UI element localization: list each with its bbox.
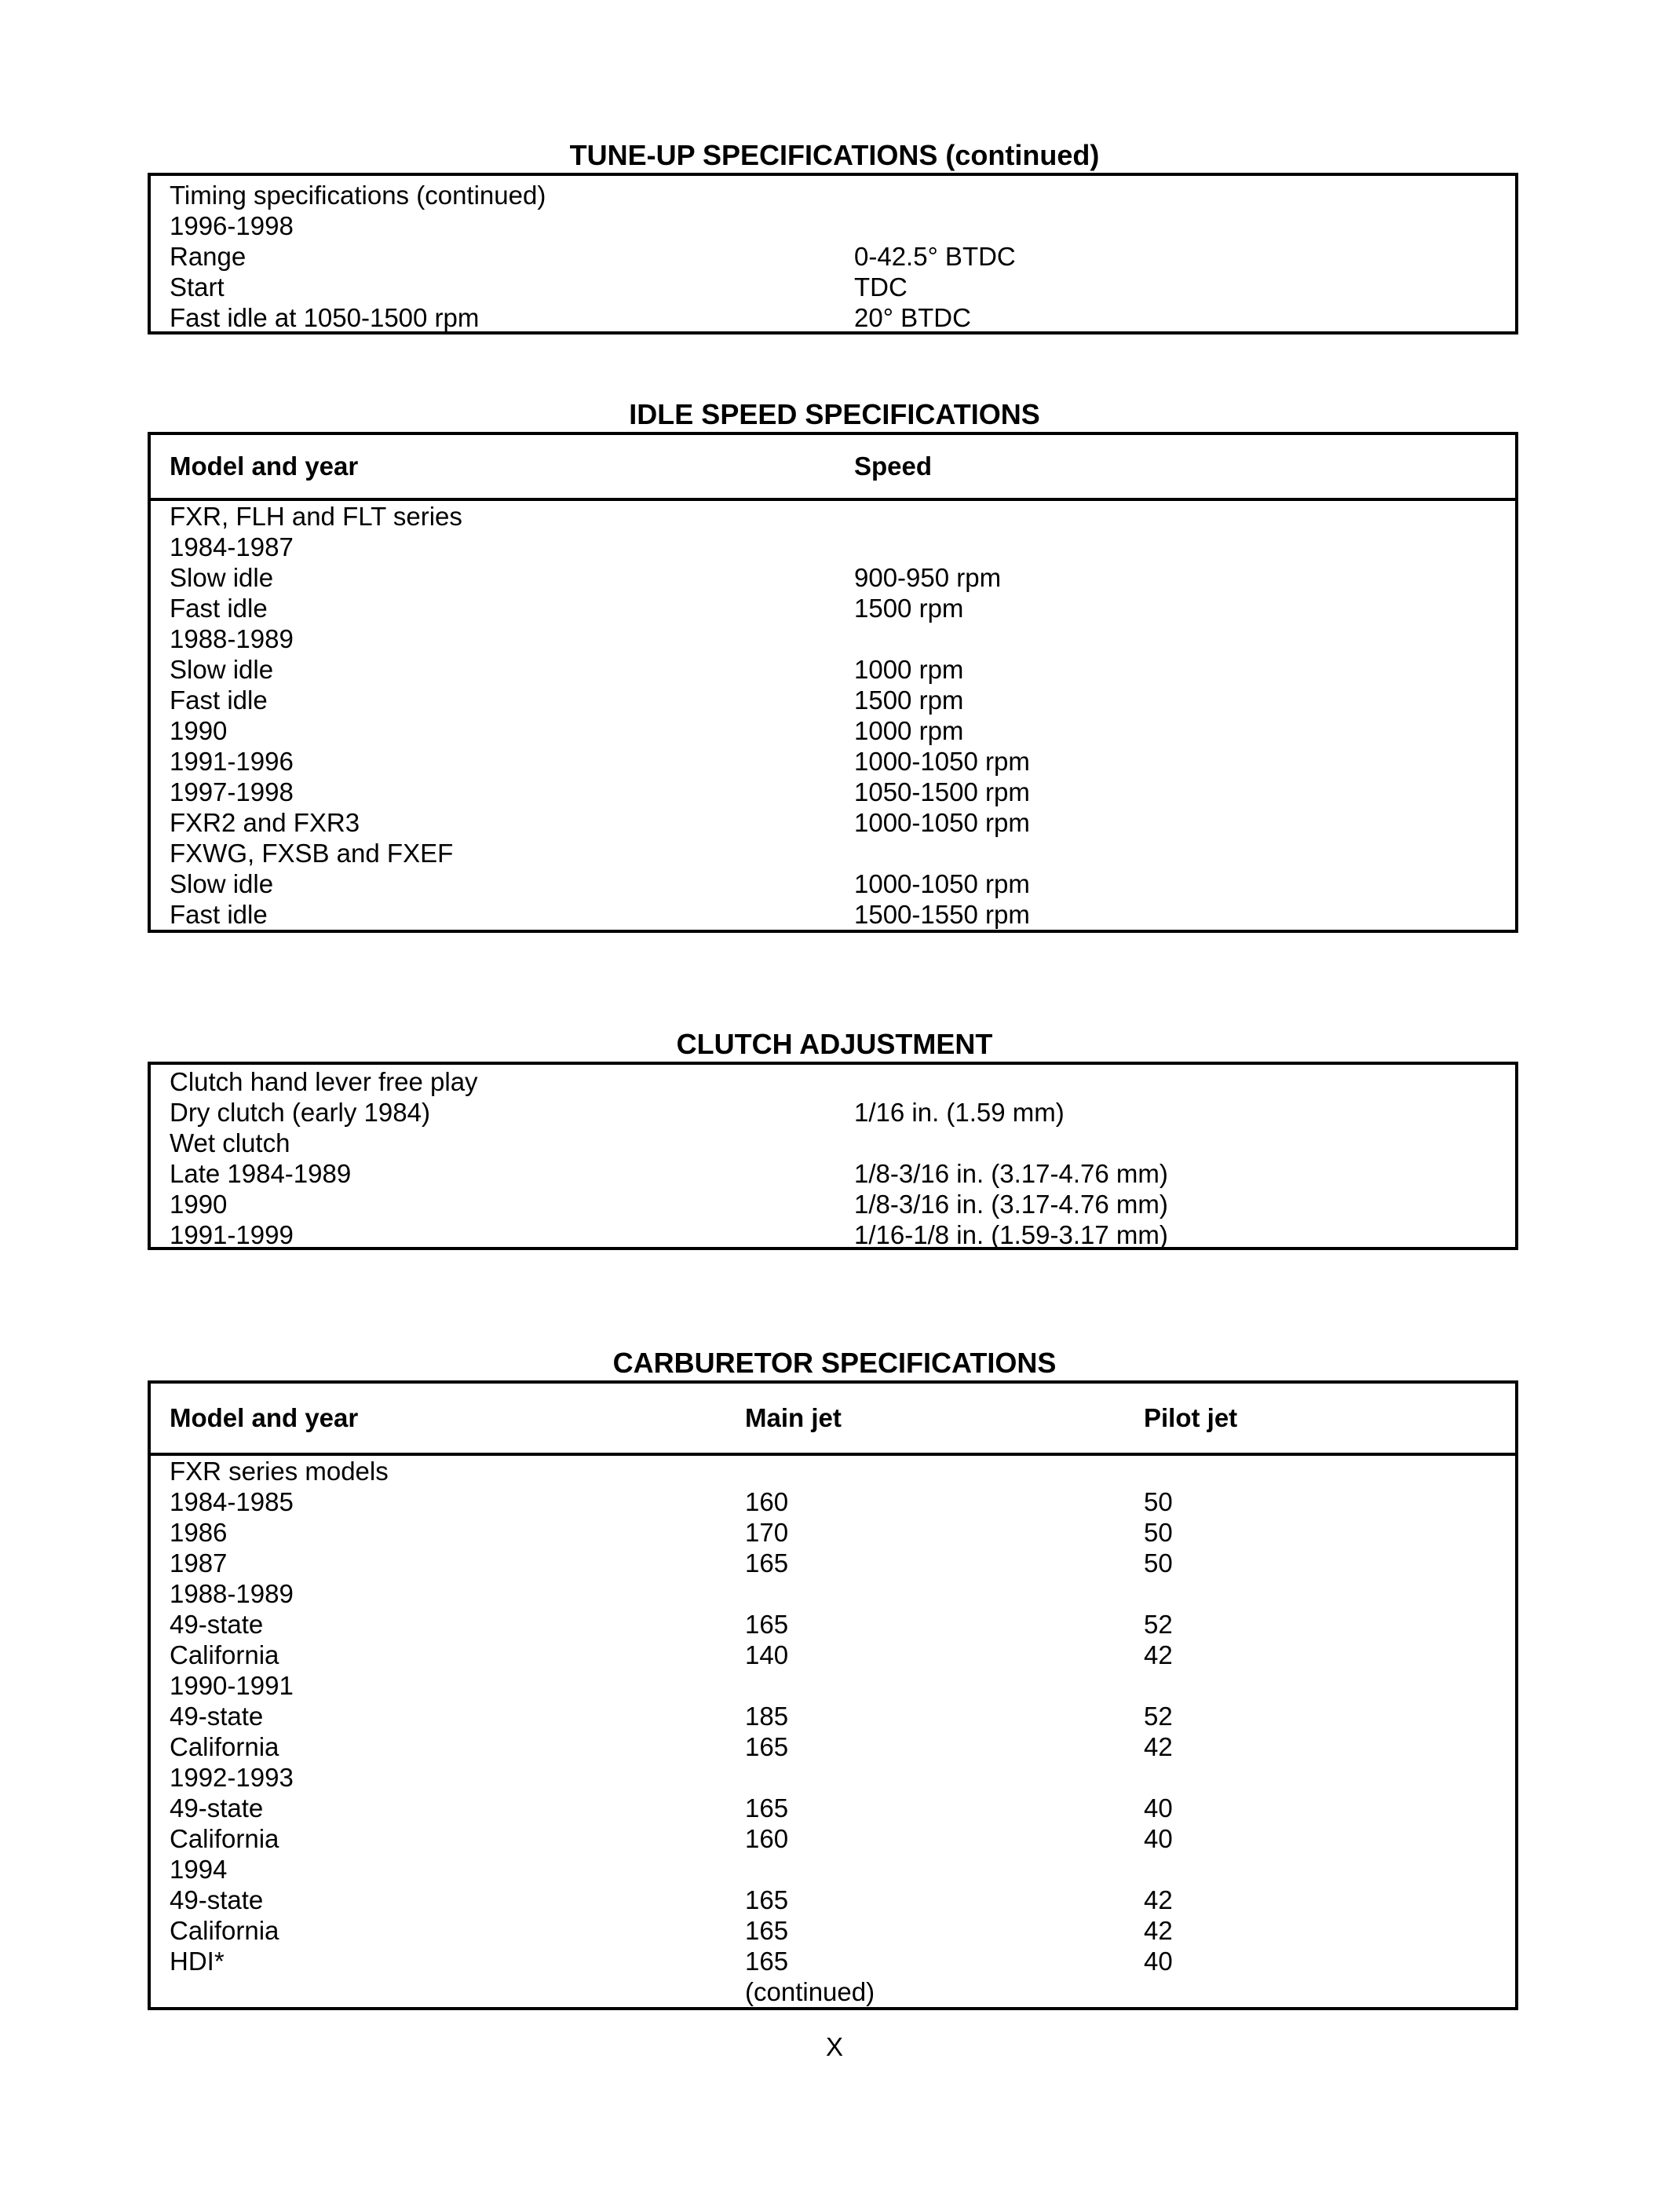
carb-main-jet: 185 bbox=[745, 1702, 789, 1731]
carb-model: California bbox=[170, 1640, 279, 1669]
table-row bbox=[151, 807, 1515, 838]
table-row bbox=[151, 1793, 1515, 1823]
idle-speed: 1000-1050 rpm bbox=[854, 869, 1030, 898]
carb-model: 49-state bbox=[170, 1793, 264, 1823]
carb-pilot-jet: 52 bbox=[1144, 1702, 1173, 1731]
clutch-label: Dry clutch (early 1984) bbox=[170, 1098, 430, 1127]
table-row bbox=[151, 1885, 1515, 1915]
carb-model: 49-state bbox=[170, 1610, 264, 1639]
clutch-label: Late 1984-1989 bbox=[170, 1159, 352, 1188]
page-number: X bbox=[825, 2032, 843, 2061]
carb-main-jet: 165 bbox=[745, 1610, 789, 1639]
carb-model: 1992-1993 bbox=[170, 1763, 294, 1792]
idle-model: FXR, FLH and FLT series bbox=[170, 502, 462, 531]
table-row bbox=[151, 1854, 1515, 1885]
carb-pilot-jet: 42 bbox=[1144, 1916, 1173, 1945]
carb-title: CARBURETOR SPECIFICATIONS bbox=[612, 1347, 1057, 1379]
carb-model: 1988-1989 bbox=[170, 1579, 294, 1608]
clutch-value: 1/16 in. (1.59 mm) bbox=[854, 1098, 1065, 1127]
tuneup-table bbox=[148, 173, 1518, 335]
idle-table bbox=[148, 432, 1518, 933]
idle-model: Slow idle bbox=[170, 563, 274, 592]
idle-model: 1997-1998 bbox=[170, 777, 294, 806]
carb-pilot-jet: 40 bbox=[1144, 1793, 1173, 1823]
carb-pilot-jet: 42 bbox=[1144, 1640, 1173, 1669]
table-row bbox=[151, 1097, 1515, 1128]
carb-pilot-jet: 52 bbox=[1144, 1610, 1173, 1639]
carb-main-jet: 140 bbox=[745, 1640, 789, 1669]
header-speed: Speed bbox=[854, 452, 933, 481]
carb-model: 1990-1991 bbox=[170, 1671, 294, 1700]
idle-model: 1990 bbox=[170, 716, 228, 745]
idle-model: Fast idle bbox=[170, 686, 268, 715]
table-row bbox=[151, 1128, 1515, 1158]
table-row bbox=[151, 654, 1515, 685]
idle-model: Slow idle bbox=[170, 869, 274, 898]
idle-model: 1991-1996 bbox=[170, 747, 294, 776]
carb-model: 1984-1985 bbox=[170, 1487, 294, 1516]
clutch-label: Clutch hand lever free play bbox=[170, 1067, 478, 1096]
idle-speed: 1000-1050 rpm bbox=[854, 808, 1030, 837]
tuneup-value: TDC bbox=[854, 272, 908, 302]
table-row bbox=[151, 1762, 1515, 1793]
carb-main-jet: 165 bbox=[745, 1548, 789, 1578]
table-row bbox=[151, 1548, 1515, 1578]
carb-model: FXR series models bbox=[170, 1457, 389, 1486]
idle-model: 1984-1987 bbox=[170, 532, 294, 561]
clutch-table bbox=[148, 1062, 1518, 1250]
table-row bbox=[151, 180, 1515, 210]
idle-model: Fast idle bbox=[170, 900, 268, 929]
tuneup-label: Fast idle at 1050-1500 rpm bbox=[170, 303, 480, 332]
table-row bbox=[151, 210, 1515, 241]
carb-main-jet: 165 bbox=[745, 1793, 789, 1823]
carb-pilot-jet: 42 bbox=[1144, 1732, 1173, 1761]
header-model-year: Model and year bbox=[170, 452, 359, 481]
table-row bbox=[151, 746, 1515, 777]
tuneup-label: Start bbox=[170, 272, 225, 302]
idle-speed: 1000 rpm bbox=[854, 716, 964, 745]
table-row bbox=[151, 1670, 1515, 1701]
carb-model: 1994 bbox=[170, 1855, 228, 1884]
carb-model: 1987 bbox=[170, 1548, 228, 1578]
table-row bbox=[151, 593, 1515, 623]
table-row bbox=[151, 562, 1515, 593]
carb-main-jet: 165 bbox=[745, 1947, 789, 1976]
clutch-label: Wet clutch bbox=[170, 1128, 290, 1157]
table-header bbox=[151, 1384, 1515, 1456]
table-row bbox=[151, 501, 1515, 532]
carb-model: California bbox=[170, 1916, 279, 1945]
table-row bbox=[151, 1158, 1515, 1189]
carb-pilot-jet: 42 bbox=[1144, 1885, 1173, 1914]
clutch-title: CLUTCH ADJUSTMENT bbox=[676, 1028, 993, 1060]
carb-pilot-jet: 40 bbox=[1144, 1824, 1173, 1853]
carb-model: California bbox=[170, 1824, 279, 1853]
header-main-jet: Main jet bbox=[745, 1403, 842, 1432]
carb-main-jet: 165 bbox=[745, 1732, 789, 1761]
idle-model: FXWG, FXSB and FXEF bbox=[170, 839, 454, 868]
header-model-year: Model and year bbox=[170, 1403, 359, 1432]
table-header bbox=[151, 435, 1515, 501]
tuneup-label: 1996-1998 bbox=[170, 211, 294, 240]
table-row bbox=[151, 272, 1515, 302]
carb-main-jet: 170 bbox=[745, 1518, 789, 1547]
table-row bbox=[151, 1731, 1515, 1762]
tuneup-value: 0-42.5° BTDC bbox=[854, 242, 1016, 271]
carb-main-jet: 160 bbox=[745, 1487, 789, 1516]
carb-pilot-jet: 50 bbox=[1144, 1548, 1173, 1578]
table-row bbox=[151, 1946, 1515, 1976]
table-row bbox=[151, 1609, 1515, 1640]
table-row bbox=[151, 685, 1515, 715]
idle-speed: 1000 rpm bbox=[854, 655, 964, 684]
carb-model: California bbox=[170, 1732, 279, 1761]
carb-pilot-jet: 40 bbox=[1144, 1947, 1173, 1976]
header-pilot-jet: Pilot jet bbox=[1144, 1403, 1238, 1432]
carb-main-jet: 160 bbox=[745, 1824, 789, 1853]
idle-speed: 1500 rpm bbox=[854, 594, 964, 623]
table-row bbox=[151, 868, 1515, 899]
carb-table bbox=[148, 1380, 1518, 2010]
carb-model: 49-state bbox=[170, 1885, 264, 1914]
carb-main-jet: 165 bbox=[745, 1916, 789, 1945]
idle-model: 1988-1989 bbox=[170, 624, 294, 653]
table-row bbox=[151, 532, 1515, 562]
table-row bbox=[151, 899, 1515, 930]
carb-model: 1986 bbox=[170, 1518, 228, 1547]
table-row bbox=[151, 1456, 1515, 1486]
idle-model: FXR2 and FXR3 bbox=[170, 808, 360, 837]
idle-model: Slow idle bbox=[170, 655, 274, 684]
carb-main-jet: 165 bbox=[745, 1885, 789, 1914]
clutch-value: 1/8-3/16 in. (3.17-4.76 mm) bbox=[854, 1159, 1168, 1188]
table-row bbox=[151, 1823, 1515, 1854]
idle-speed: 1050-1500 rpm bbox=[854, 777, 1030, 806]
table-row bbox=[151, 302, 1515, 333]
idle-speed: 1000-1050 rpm bbox=[854, 747, 1030, 776]
table-row bbox=[151, 715, 1515, 746]
table-row bbox=[151, 838, 1515, 868]
table-row bbox=[151, 777, 1515, 807]
carb-model: HDI* bbox=[170, 1947, 225, 1976]
carb-pilot-jet: 50 bbox=[1144, 1518, 1173, 1547]
idle-speed: 900-950 rpm bbox=[854, 563, 1002, 592]
idle-title: IDLE SPEED SPECIFICATIONS bbox=[629, 398, 1040, 430]
idle-model: Fast idle bbox=[170, 594, 268, 623]
table-row bbox=[151, 1976, 1515, 2007]
table-row bbox=[151, 1640, 1515, 1670]
clutch-value: 1/16-1/8 in. (1.59-3.17 mm) bbox=[854, 1220, 1168, 1249]
table-row bbox=[151, 241, 1515, 272]
clutch-value: 1/8-3/16 in. (3.17-4.76 mm) bbox=[854, 1190, 1168, 1219]
tuneup-title: TUNE-UP SPECIFICATIONS (continued) bbox=[569, 139, 1100, 171]
table-row bbox=[151, 1189, 1515, 1219]
table-row bbox=[151, 1701, 1515, 1731]
idle-speed: 1500-1550 rpm bbox=[854, 900, 1030, 929]
tuneup-value: 20° BTDC bbox=[854, 303, 971, 332]
idle-speed: 1500 rpm bbox=[854, 686, 964, 715]
clutch-label: 1991-1999 bbox=[170, 1220, 294, 1249]
table-row bbox=[151, 1486, 1515, 1517]
clutch-label: 1990 bbox=[170, 1190, 228, 1219]
continued-note: (continued) bbox=[745, 1977, 875, 2006]
table-row bbox=[151, 1066, 1515, 1097]
tuneup-label: Timing specifications (continued) bbox=[170, 181, 546, 210]
table-row bbox=[151, 623, 1515, 654]
table-row bbox=[151, 1219, 1515, 1250]
carb-model: 49-state bbox=[170, 1702, 264, 1731]
carb-pilot-jet: 50 bbox=[1144, 1487, 1173, 1516]
table-row bbox=[151, 1915, 1515, 1946]
table-row bbox=[151, 1517, 1515, 1548]
table-row bbox=[151, 1578, 1515, 1609]
tuneup-label: Range bbox=[170, 242, 247, 271]
